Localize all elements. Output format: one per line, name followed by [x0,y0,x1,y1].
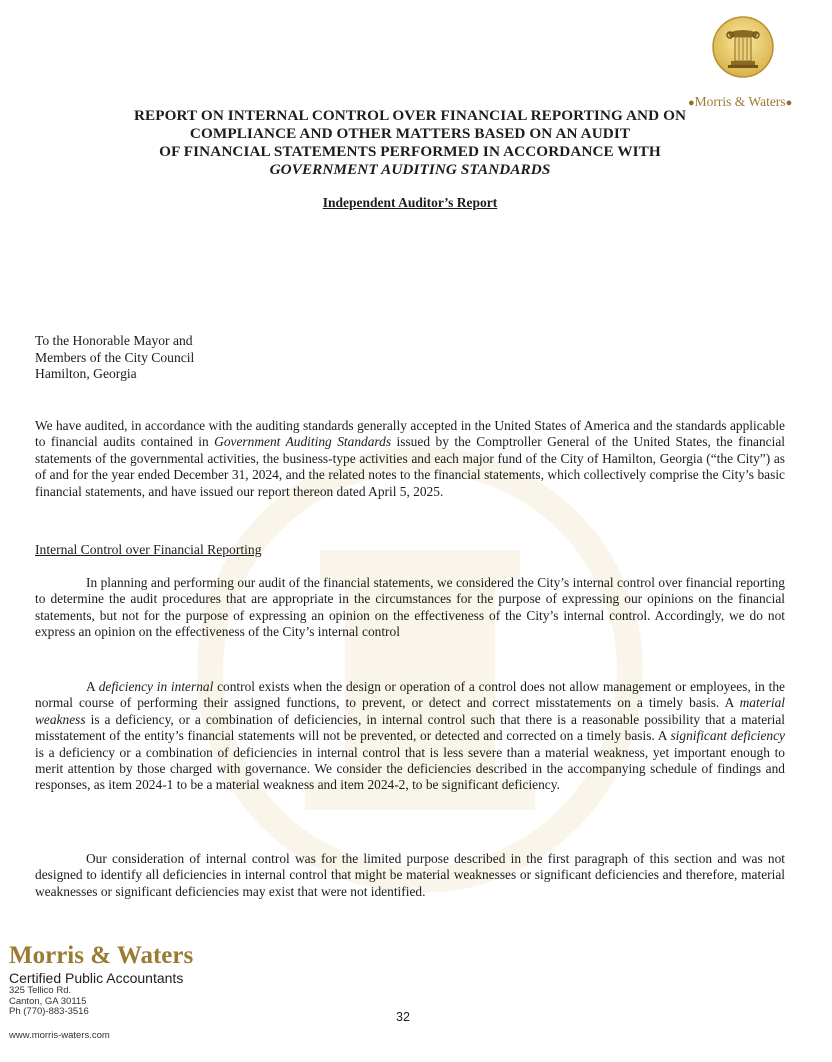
consideration-paragraph: Our consideration of internal control was for the limited purpose described in the first paragraph of this section and was not designed to identify all deficiencies in internal control that might be material weaknesses or significant deficiencies and therefore, material weaknesses or significant deficiencies may exist that were not identified. [35,851,785,899]
title-line: OF FINANCIAL STATEMENTS PERFORMED IN ACCORDANCE WITH [159,143,661,160]
planning-paragraph: In planning and performing our audit of the financial statements, we considered the City’s internal control over financial reporting to determine the audit procedures that are appropriate in the circumstances for the purpose of expressing our opinions on the financial statements, but not for the purpose of expressing an opinion on the effectiveness of the City’s internal control. Accordingly, we do not express an opinion on the effectiveness of the City’s internal control [35,575,785,640]
addressee-line: To the Honorable Mayor and [35,333,193,348]
address-line: Canton, GA 30115 [9,995,87,1007]
footer-address [9,986,89,1018]
column-logo-icon [711,15,775,79]
footer-firm-name: Morris & Waters [9,942,194,969]
page-number: 32 [396,1010,410,1024]
title-line: REPORT ON INTERNAL CONTROL OVER FINANCIAL REPORTING AND ON [133,107,687,124]
column-watermark-icon [140,440,700,900]
footer-firm-subtitle: Certified Public Accountants [9,970,184,986]
brand-name: Morris & Waters [694,94,786,109]
emphasis-text: material weakness [35,695,785,727]
footer-website[interactable]: www.morris-waters.com [9,1030,110,1041]
bullet-dot-icon: ● [688,97,695,109]
addressee-block [35,333,194,383]
addressee-line: Hamilton, Georgia [35,366,137,381]
emphasis-text: Government Auditing Standards [214,434,392,450]
report-title [110,107,710,179]
section-heading: Internal Control over Financial Reporting [35,542,262,557]
title-line: COMPLIANCE AND OTHER MATTERS BASED ON AN AUDIT [189,125,631,142]
bullet-dot-icon: ● [785,97,793,109]
report-subtitle: Independent Auditor’s Report [322,195,498,210]
title-line: GOVERNMENT AUDITING STANDARDS [269,161,551,178]
addressee-line: Members of the City Council [35,349,195,365]
phone-line: Ph (770)-883-3516 [9,1006,89,1017]
emphasis-text: deficiency in internal [98,679,214,694]
definitions-paragraph: A deficiency in internal control exists when the design or operation of a control does not allow management or employees, in the normal course of performing their assigned functions, to prevent, or detect and correct misstatements on a timely basis. A material weakness is a deficiency, or a combination of deficiencies, in internal control such that there is a reasonable possibility that a material misstatement of the entity’s financial statements will not be prevented, or detected and corrected on a timely basis. A significant deficiency is a deficiency or a combination of deficiencies in internal control that is less severe than a material weakness, yet important enough to merit attention by those charged with governance. We consider the deficiencies described in the accompanying schedule of findings and responses, as item 2024-1 to be a material weakness and item 2024-2, to be significant deficiency. [35,679,786,793]
address-line: 325 Tellico Rd. [9,985,72,996]
emphasis-text: significant deficiency [670,728,785,744]
intro-paragraph: We have audited, in accordance with the auditing standards generally accepted in the United States of America and the standards applicable to financial audits contained in Government Auditing Standards issued by the Comptroller General of the United States, the financial statements of the governmental activities, the business-type activities and each major fund of the City of Hamilton, Georgia (“the City”) as of and for the year ended December 31, 2024, and the related notes to the financial statements, which collectively comprise the City’s basic financial statements, and have issued our report thereon dated April 5, 2025. [35,418,785,499]
